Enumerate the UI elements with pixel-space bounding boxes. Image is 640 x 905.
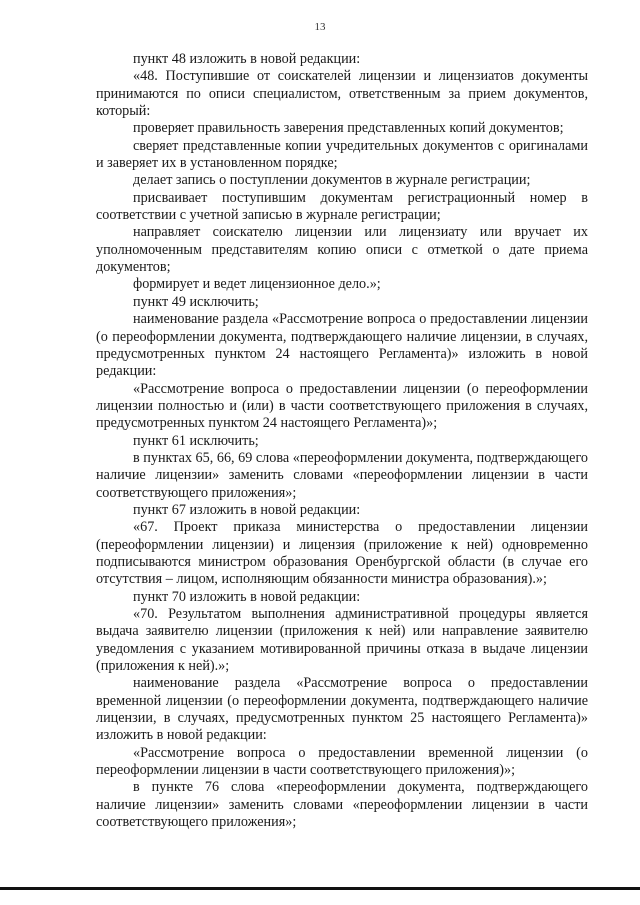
paragraph: «Рассмотрение вопроса о предоставлении лицензии (о переоформлении лицензии полностью и (или) в части соответствующего приложения в случаях, предусмотренных пунктом 24 настоящего Регламента)»;: [96, 380, 588, 432]
paragraph: пункт 61 исключить;: [133, 432, 259, 449]
paragraph: наименование раздела «Рассмотрение вопроса о предоставлении лицензии (о переоформлении документа, подтверждающего наличие лицензии, в случаях, предусмотренных пунктом 24 настоящего Регламента)» изложить в новой редакции:: [96, 311, 588, 380]
paragraph: «70. Результатом выполнения административной процедуры является выдача заявителю лицензии (приложения к ней) или направление заявителю уведомления с указанием мотивированной причины отказа в выдаче лицензии (приложения к ней).»;: [96, 606, 588, 675]
paragraph: формирует и ведет лицензионное дело.»;: [133, 276, 381, 293]
paragraph: пункт 49 исключить;: [133, 293, 259, 310]
scan-bottom-edge: [0, 887, 640, 890]
document-body: [96, 51, 588, 831]
paragraph: делает запись о поступлении документов в журнале регистрации;: [133, 172, 531, 189]
paragraph: в пункте 76 слова «переоформлении документа, подтверждающего наличие лицензии» заменить словами «переоформлении лицензии в части соответствующего приложения»;: [96, 779, 588, 831]
paragraph: сверяет представленные копии учредительных документов с оригиналами и заверяет их в установленном порядке;: [96, 137, 588, 172]
paragraph: присваивает поступившим документам регистрационный номер в соответствии с учетной записью в журнале регистрации;: [96, 189, 588, 224]
paragraph: пункт 67 изложить в новой редакции:: [133, 501, 361, 518]
paragraph: пункт 70 изложить в новой редакции:: [133, 588, 361, 605]
paragraph: наименование раздела «Рассмотрение вопроса о предоставлении временной лицензии (о переоформлении документа, подтверждающего наличие лицензии, в случаях, предусмотренных пунктом 25 настоящего Регламента)» изложить в новой редакции:: [96, 675, 588, 744]
paragraph: направляет соискателю лицензии или лицензиату или вручает их уполномоченным представителям копию описи с отметкой о дате приема документов;: [96, 224, 588, 276]
paragraph: «Рассмотрение вопроса о предоставлении временной лицензии (о переоформлении лицензии в части соответствующего приложения)»;: [96, 744, 588, 779]
paragraph: пункт 48 изложить в новой редакции:: [133, 51, 361, 67]
paragraph: в пунктах 65, 66, 69 слова «переоформлении документа, подтверждающего наличие лицензии» заменить словами «переоформлении лицензии в части соответствующего приложения»;: [96, 449, 588, 501]
paragraph: проверяет правильность заверения представленных копий документов;: [133, 120, 564, 137]
paragraph: «67. Проект приказа министерства о предоставлении лицензии (переоформлении лицензии) и лицензия (приложение к ней) одновременно подписываются министром образования Оренбургской области (в случае его отсутствия – лицом, исполняющим обязанности министра образования).»;: [96, 519, 588, 588]
paragraph: «48. Поступившие от соискателей лицензии и лицензиатов документы принимаются по описи специалистом, ответственным за прием документов, который:: [96, 68, 588, 120]
page-number: 13: [314, 21, 326, 33]
